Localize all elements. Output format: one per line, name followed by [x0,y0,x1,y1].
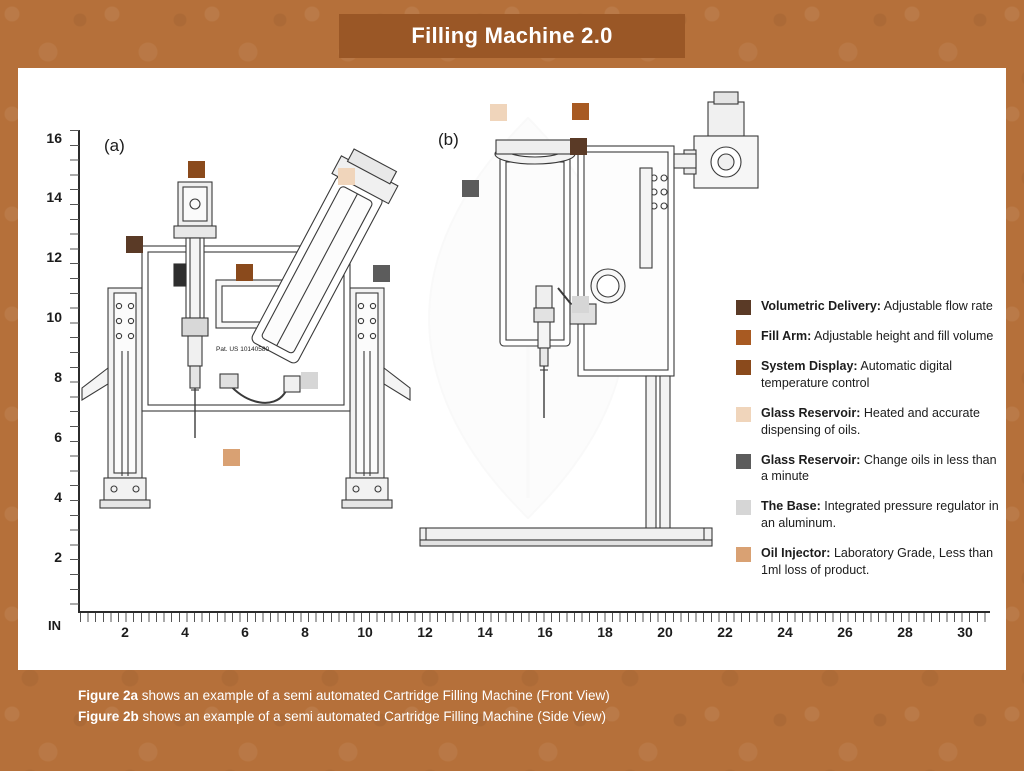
x-tick-label: 12 [417,624,433,640]
marker-b-fill-arm[interactable] [572,103,589,120]
legend-item-text [761,358,1004,392]
x-tick-label: 16 [537,624,553,640]
panel-label-a: (a) [104,136,125,155]
x-tick-label: 8 [301,624,309,640]
legend-item-desc: Change oils in less than a minute [761,452,997,484]
marker-a-glass-reservoir-top[interactable] [338,168,355,185]
y-tick-label: 16 [46,130,62,146]
legend-swatch-icon [736,300,751,315]
caption-line-2-bold: Figure 2b [78,708,139,724]
marker-b-base[interactable] [572,296,589,313]
marker-b-volumetric-delivery[interactable] [570,138,587,155]
x-axis-ticks [80,613,990,622]
legend-item [736,358,1004,392]
legend-item-desc: Integrated pressure regulator in an aluminum. [761,499,999,531]
legend-swatch-icon [736,330,751,345]
legend-item-desc: Adjustable height and fill volume [814,329,994,343]
marker-a-volumetric-delivery[interactable] [126,236,143,253]
machine-side-view-drawing [408,88,768,588]
legend-item [736,328,1004,345]
x-tick-label: 20 [657,624,673,640]
legend-item-desc: Laboratory Grade, Less than 1ml loss of product. [761,546,994,577]
page-title: Filling Machine 2.0 [411,23,613,48]
y-tick-label: 14 [46,189,62,205]
figure-card [18,68,1006,670]
legend-item-title: Fill Arm: [761,329,812,343]
legend-item-text [761,452,1004,486]
legend-item-text [761,498,1004,532]
y-tick-label: 10 [46,309,62,325]
patent-text: Pat. US 10140580 [216,346,270,353]
y-tick-label: 4 [54,489,62,505]
axis-unit-label: IN [48,618,61,633]
legend-swatch-icon [736,454,751,469]
marker-a-oil-injector[interactable] [223,449,240,466]
x-tick-label: 2 [121,624,129,640]
legend-item-desc: Automatic digital temperature control [761,359,953,390]
x-tick-label: 28 [897,624,913,640]
legend-item [736,545,1004,579]
marker-b-glass-reservoir-top[interactable] [490,104,507,121]
marker-b-glass-reservoir-side[interactable] [462,180,479,197]
caption-line-2-text: shows an example of a semi automated Cartridge Filling Machine (Side View) [138,708,606,724]
legend-item-desc: Heated and accurate dispensing of oils. [761,405,980,437]
x-tick-label: 14 [477,624,493,640]
y-tick-label: 2 [54,549,62,565]
caption-line-1-bold: Figure 2a [78,688,139,703]
legend-item-title: Volumetric Delivery: [761,299,881,313]
caption-line-1 [78,686,610,707]
legend-swatch-icon [736,547,751,562]
legend-item [736,298,1004,315]
x-tick-label: 22 [717,624,733,640]
marker-a-base[interactable] [301,372,318,389]
legend-item-title: Glass Reservoir: [761,452,861,467]
legend-swatch-icon [736,407,751,422]
legend-item-text [761,298,993,315]
marker-a-glass-reservoir-side[interactable] [373,265,390,282]
legend-item-title: System Display: [761,359,858,373]
legend-swatch-icon [736,360,751,375]
legend-item-text [761,545,1004,579]
legend [736,298,1004,592]
x-tick-label: 24 [777,624,793,640]
y-tick-label: 6 [54,429,62,445]
legend-item-text [761,405,1004,439]
x-tick-label: 18 [597,624,613,640]
marker-a-system-display[interactable] [236,264,253,281]
caption-line-2 [78,707,610,728]
x-tick-label: 10 [357,624,373,640]
panel-label-b: (b) [438,130,459,149]
title-banner [339,14,685,58]
legend-swatch-icon [736,500,751,515]
marker-a-fill-arm-top[interactable] [188,161,205,178]
x-tick-label: 4 [181,624,189,640]
y-tick-label: 12 [46,249,62,265]
legend-item-title: Glass Reservoir: [761,405,861,420]
machine-front-view-drawing [78,138,418,613]
legend-item [736,498,1004,532]
legend-item [736,405,1004,439]
x-tick-label: 30 [957,624,973,640]
figure-caption [78,686,610,728]
caption-line-1-text: shows an example of a semi automated Cartridge Filling Machine (Front View) [138,688,610,703]
legend-item-desc: Adjustable flow rate [883,299,993,313]
x-tick-label: 6 [241,624,249,640]
legend-item-title: Oil Injector: [761,546,831,560]
x-tick-label: 26 [837,624,853,640]
legend-item-title: The Base: [761,499,821,514]
legend-item-text [761,328,993,345]
y-tick-label: 8 [54,369,62,385]
legend-item [736,452,1004,486]
